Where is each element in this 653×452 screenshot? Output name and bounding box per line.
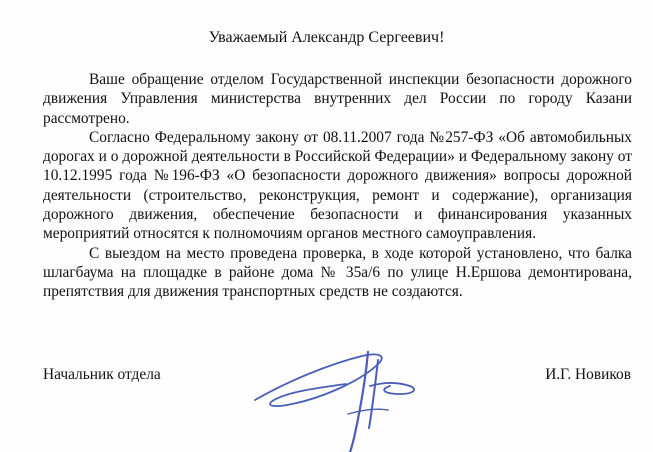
paragraph-legal-basis: Согласно Федеральному закону от 08.11.2007 года №257-ФЗ «Об автомобильных дорогах и о дорожной деятельности в Российской Федерации» и Федеральному закону от 10.12.1995 года №196-ФЗ «О безопасности дорожного движения» вопросы дорожной деятельности (строительство, реконструкция, ремонт и содержание), организация дорожного движения, обеспечение безопасности и финансирования указанных мероприятий относятся к полномочиям органов местного самоуправления. (43, 128, 632, 243)
handwritten-signature (250, 342, 440, 452)
signatory-name: И.Г. Новиков (545, 366, 631, 383)
letter-body (43, 70, 632, 302)
letter-greeting: Уважаемый Александр Сергеевич! (208, 29, 445, 46)
paragraph-request-reviewed: Ваше обращение отделом Государственной инспекции безопасности дорожного движения Управления министерства внутренних дел России по городу Казани рассмотрено. (43, 71, 632, 127)
paragraph-inspection-result: С выездом на место проведена проверка, в ходе которой установлено, что балка шлагбаума на площадке в районе дома № 35а/6 по улице Н.Ершова демонтирована, препятствия для движения транспортных средств не создаются. (43, 244, 632, 301)
signatory-title: Начальник отдела (43, 366, 161, 383)
